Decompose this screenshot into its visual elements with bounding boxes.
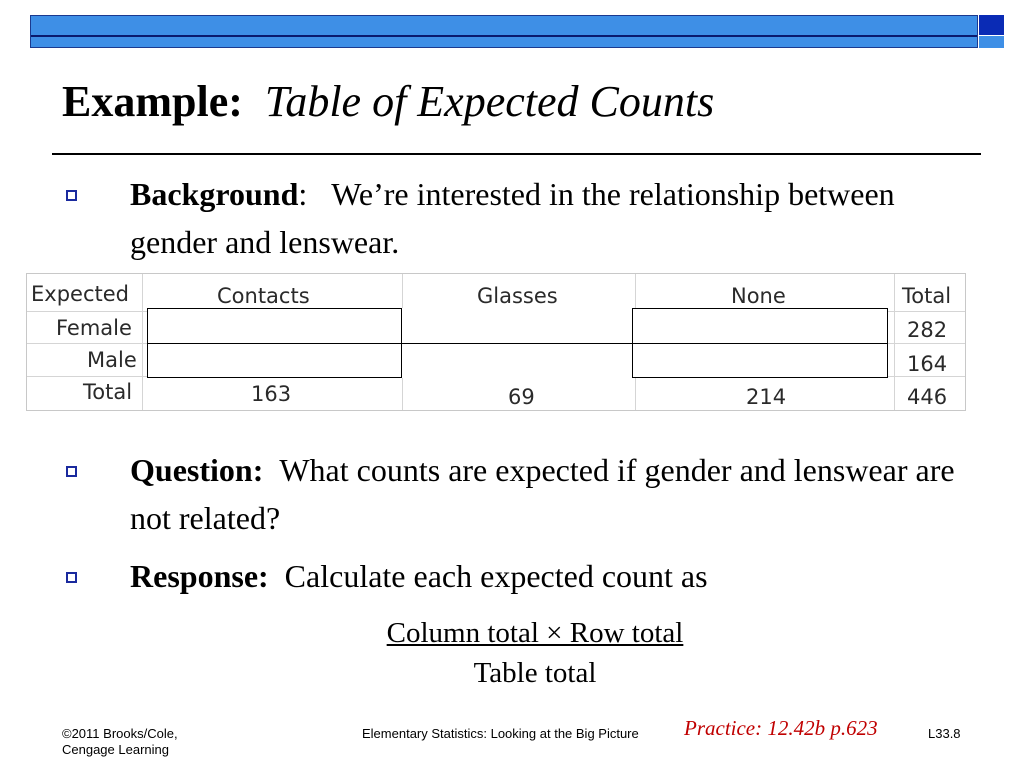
header-contacts: Contacts bbox=[217, 284, 310, 308]
slide-number: L33.8 bbox=[928, 726, 961, 741]
slide-title bbox=[62, 76, 714, 127]
bullet-text: We’re interested in the relationship between gender and lenswear. bbox=[130, 176, 895, 260]
row-total-male: 164 bbox=[907, 352, 948, 376]
header-glasses: Glasses bbox=[477, 284, 558, 308]
title-rule bbox=[52, 153, 981, 155]
row-label-male: Male bbox=[87, 348, 137, 372]
total-glasses: 69 bbox=[508, 385, 535, 409]
bullet-text: Calculate each expected count as bbox=[284, 558, 708, 594]
bullet-sep: : bbox=[298, 176, 308, 212]
row-label-female: Female bbox=[56, 316, 132, 340]
col-divider bbox=[142, 274, 143, 410]
top-decorative-bar bbox=[30, 15, 978, 48]
formula-denominator: Table total bbox=[473, 657, 597, 689]
bullet-label: Response: bbox=[130, 558, 269, 594]
bullet-response bbox=[130, 552, 970, 600]
bullet-label: Background bbox=[130, 176, 299, 212]
top-bar-upper-band bbox=[31, 16, 977, 35]
corner-square-light bbox=[979, 36, 1004, 48]
bullet-square-icon bbox=[66, 190, 77, 201]
blank-cell bbox=[147, 308, 402, 344]
total-none: 214 bbox=[746, 385, 787, 409]
header-none: None bbox=[731, 284, 786, 308]
header-total: Total bbox=[902, 284, 952, 308]
bullet-label: Question: bbox=[130, 452, 264, 488]
footer-copyright-2: Cengage Learning bbox=[62, 742, 169, 757]
row-label-total: Total bbox=[83, 380, 133, 404]
title-bold: Example: bbox=[62, 77, 243, 126]
formula-numerator: Column total × Row total bbox=[386, 617, 684, 649]
title-italic: Table of Expected Counts bbox=[264, 77, 715, 126]
bullet-text: What counts are expected if gender and lenswear are not related? bbox=[130, 452, 955, 536]
footer-book-title: Elementary Statistics: Looking at the Big Picture bbox=[362, 726, 639, 741]
blank-cell-divider bbox=[147, 343, 887, 344]
bullet-square-icon bbox=[66, 466, 77, 477]
bullet-square-icon bbox=[66, 572, 77, 583]
total-contacts: 163 bbox=[251, 382, 292, 406]
top-bar-lower-band bbox=[31, 37, 977, 47]
grand-total: 446 bbox=[907, 385, 948, 409]
bullet-background bbox=[130, 170, 970, 266]
expected-counts-table bbox=[26, 273, 966, 411]
row-total-female: 282 bbox=[907, 318, 948, 342]
practice-reference: Practice: 12.42b p.623 bbox=[684, 716, 878, 740]
header-expected: Expected bbox=[31, 282, 129, 306]
corner-square-dark bbox=[979, 15, 1004, 35]
bullet-question bbox=[130, 446, 970, 542]
col-divider bbox=[894, 274, 895, 410]
footer-copyright-1: ©2011 Brooks/Cole, bbox=[62, 726, 178, 741]
